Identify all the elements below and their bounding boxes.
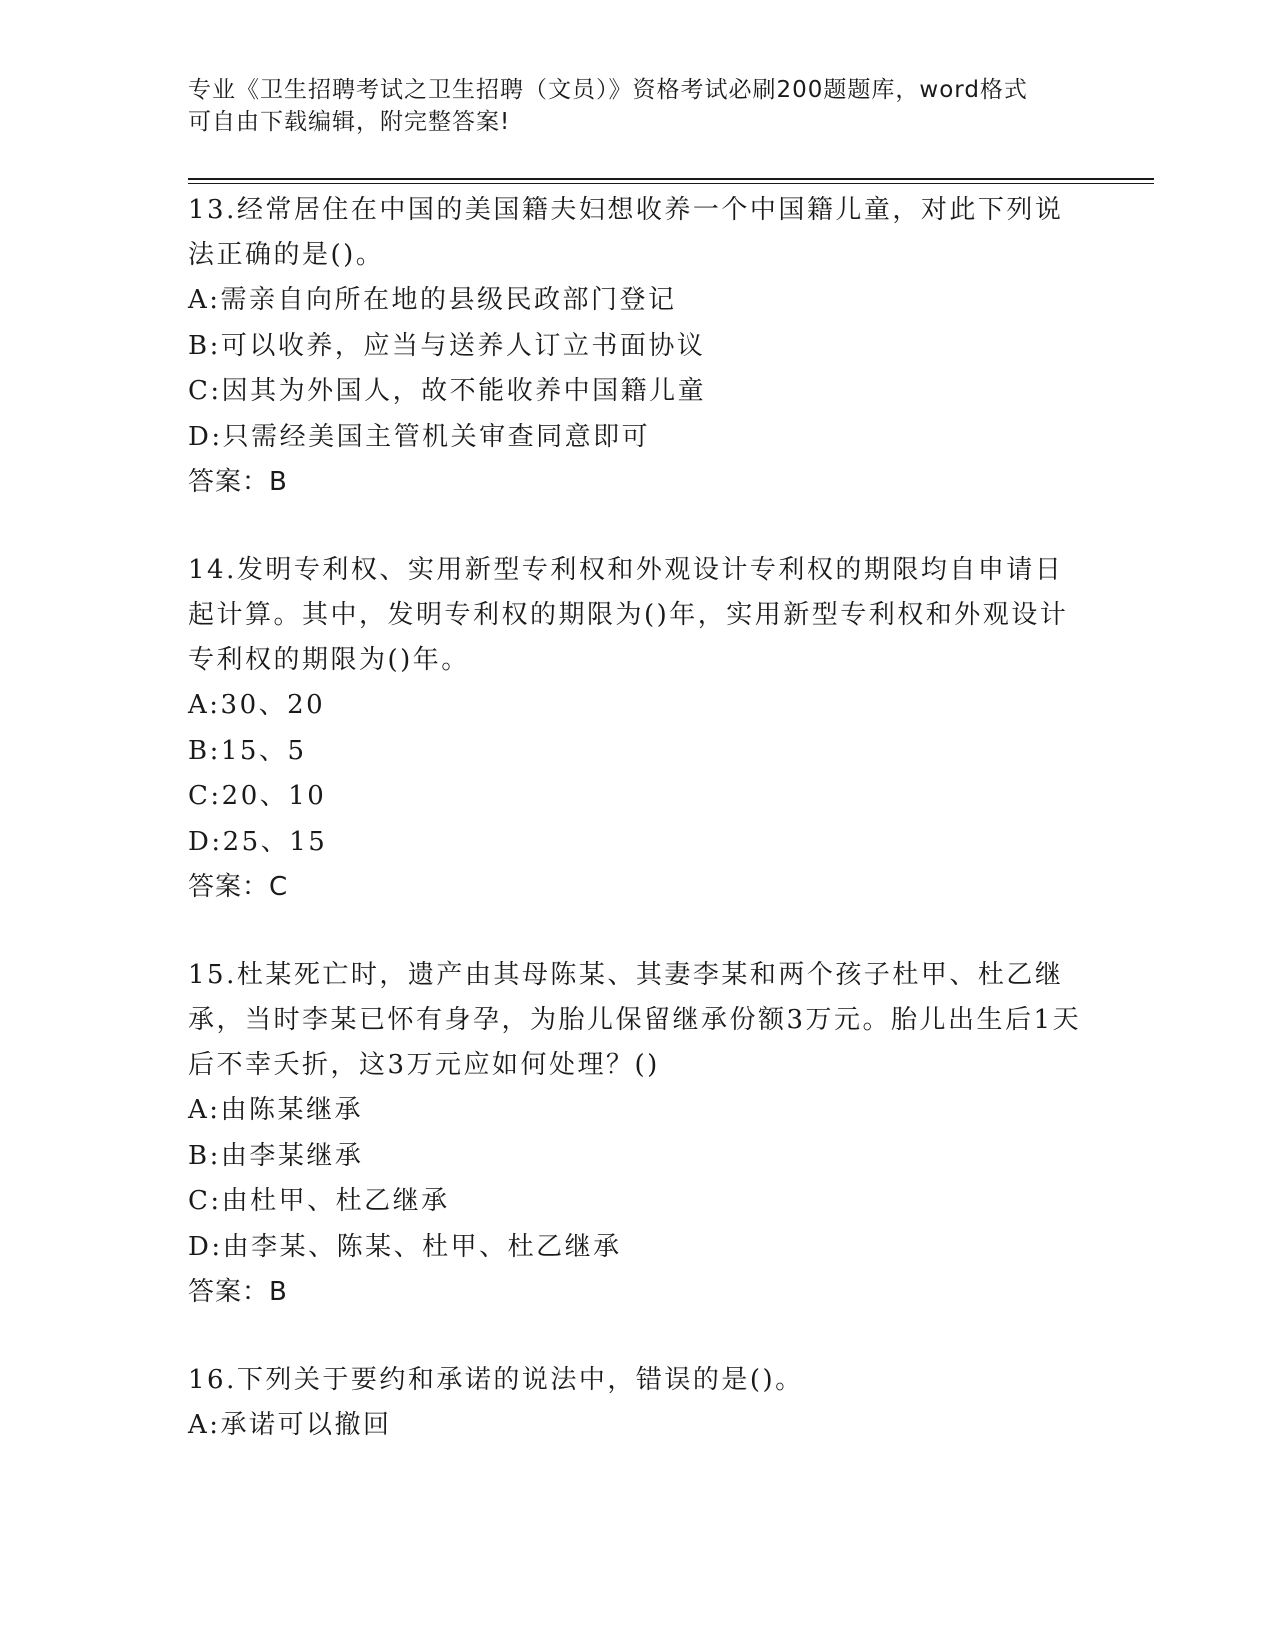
question-16 (188, 1358, 1088, 1449)
option-a: A:需亲自向所在地的县级民政部门登记 (188, 285, 677, 315)
question-text: 13.经常居住在中国的美国籍夫妇想收养一个中国籍儿童，对此下列说法正确的是()。 (188, 195, 1064, 270)
question-text: 14.发明专利权、实用新型专利权和外观设计专利权的期限均自申请日起计算。其中，发明专利权的期限为()年，实用新型专利权和外观设计专利权的期限为()年。 (188, 555, 1069, 675)
header-divider-thin (188, 183, 1154, 184)
option-c: C:20、10 (188, 781, 327, 811)
option-c: C:由杜甲、杜乙继承 (188, 1186, 450, 1216)
question-14 (188, 548, 1088, 910)
option-a: A:承诺可以撤回 (188, 1410, 392, 1440)
answer-line: 答案：B (188, 1277, 288, 1307)
question-text: 16.下列关于要约和承诺的说法中，错误的是()。 (188, 1365, 804, 1395)
option-b: B:15、5 (188, 735, 307, 766)
option-b: B:可以收养，应当与送养人订立书面协议 (188, 330, 706, 361)
header-line-1: 专业《卫生招聘考试之卫生招聘（文员）》资格考试必刷200题题库，word格式 (188, 77, 1028, 103)
option-d: D:只需经美国主管机关审查同意即可 (188, 421, 651, 452)
document-header (188, 74, 1088, 138)
question-text: 15.杜某死亡时，遗产由其母陈某、其妻李某和两个孩子杜甲、杜乙继承，当时李某已怀有身孕，为胎儿保留继承份额3万元。胎儿出生后1天后不幸夭折，这3万元应如何处理？() (188, 960, 1082, 1080)
question-13 (188, 188, 1088, 505)
answer-line: 答案：B (188, 467, 288, 497)
option-d: D:由李某、陈某、杜甲、杜乙继承 (188, 1231, 622, 1262)
option-d: D:25、15 (188, 826, 328, 857)
question-15 (188, 953, 1088, 1315)
option-a: A:30、20 (188, 690, 326, 720)
header-divider-thick (188, 178, 1154, 180)
option-a: A:由陈某继承 (188, 1095, 364, 1125)
option-c: C:因其为外国人，故不能收养中国籍儿童 (188, 376, 707, 406)
answer-line: 答案：C (188, 872, 289, 902)
question-list (188, 188, 1088, 1492)
option-b: B:由李某继承 (188, 1140, 364, 1171)
header-line-2: 可自由下载编辑，附完整答案! (188, 109, 511, 135)
